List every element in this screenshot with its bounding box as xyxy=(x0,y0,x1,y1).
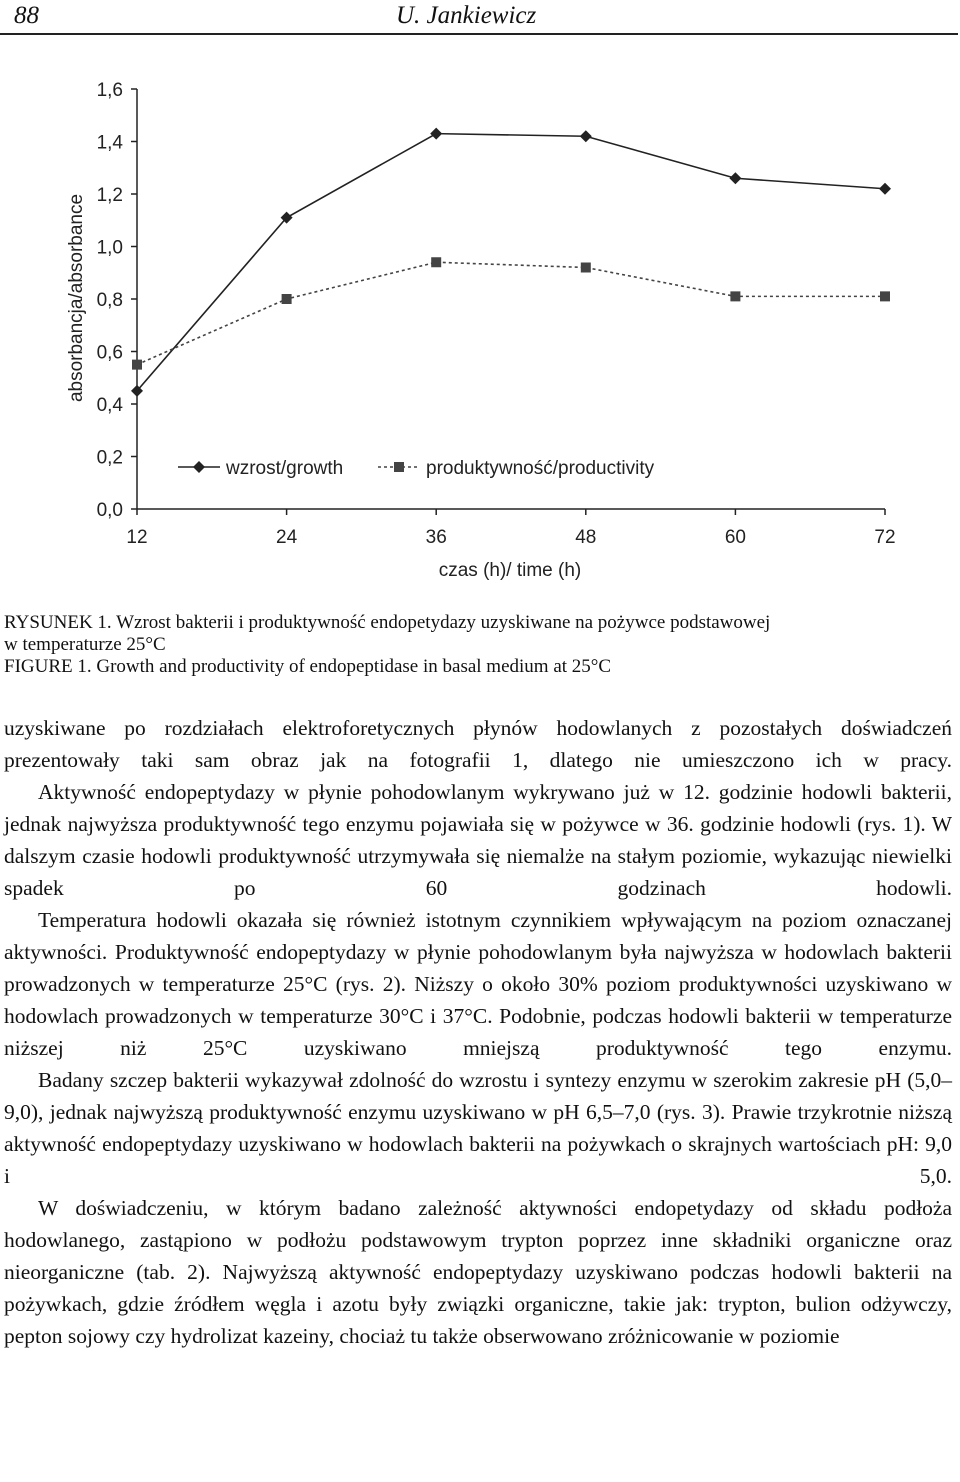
figure-caption xyxy=(4,612,956,678)
y-tick-label: 0,6 xyxy=(96,342,123,364)
productivity-point xyxy=(132,360,142,370)
legend-label-growth: wzrost/growth xyxy=(226,458,344,479)
y-axis-ticks xyxy=(97,80,137,521)
legend-marker-growth xyxy=(193,461,205,473)
running-head: U. Jankiewicz xyxy=(396,2,537,29)
body-text xyxy=(4,712,952,1352)
x-tick-label: 48 xyxy=(575,527,597,548)
growth-point xyxy=(729,172,741,184)
legend-label-productivity: produktywność/productivity xyxy=(426,458,655,479)
y-tick-label: 1,6 xyxy=(96,80,123,101)
paragraph-5: W doświadczeniu, w którym badano zależność aktywności endopetydazy od składu podłoża hodowlanego, zastąpiono w podłożu podstawowym trypton poprzez inne składniki organiczne oraz nieorganiczne (tab. 2). Najwyższą aktywność endopeptydazy uzyskiwano podczas hodowli bakterii na pożywkach, gdzie źródłem węgla i azotu były związki organiczne, takie jak: trypton, bulion odżywczy, pepton sojowy czy hydrolizat kazeiny, chociaż tu także obserwowano zróżnicowanie w poziomie xyxy=(4,1196,952,1348)
x-tick-label: 12 xyxy=(126,527,148,548)
series-markers xyxy=(131,128,891,397)
chart-legend xyxy=(178,458,655,479)
figure-1-chart xyxy=(0,40,960,600)
y-tick-label: 1,0 xyxy=(96,237,123,259)
paragraph-4: Badany szczep bakterii wykazywał zdolność do wzrostu i syntezy enzymu w szerokim zakresie pH (5,0–9,0), jednak najwyższą produktywność enzymu uzyskiwano w pH 6,5–7,0 (rys. 3). Prawie trzykrotnie niższą aktywność endopeptydazy uzyskiwano w hodowlach bakterii na pożywkach o skrajnych wartościach pH: 9,0 i 5,0. xyxy=(4,1068,952,1188)
header-rule xyxy=(0,33,958,35)
productivity-point xyxy=(730,291,740,301)
caption-line-pl-2: w temperaturze 25°C xyxy=(4,634,166,655)
x-tick-label: 60 xyxy=(724,527,746,548)
chart-axes xyxy=(137,89,885,509)
legend-marker-productivity xyxy=(394,462,404,472)
caption-line-pl-1: RYSUNEK 1. Wzrost bakterii i produktywność endopetydazy uzyskiwane na pożywce podstawowej xyxy=(4,612,771,633)
x-tick-label: 24 xyxy=(276,527,298,548)
series-lines xyxy=(137,134,885,391)
y-tick-label: 1,4 xyxy=(96,132,123,154)
productivity-point xyxy=(282,294,292,304)
x-tick-label: 72 xyxy=(874,527,896,548)
productivity-point xyxy=(581,263,591,273)
y-axis-label: absorbancja/absorbance xyxy=(66,193,87,403)
page-number: 88 xyxy=(14,2,39,29)
paragraph-3: Temperatura hodowli okazała się również istotnym czynnikiem wpływającym na poziom oznaczanej aktywności. Produktywność endopeptydazy w płynie pohodowlanym była najwyższa w hodowlach bakterii prowadzonych w temperaturze 25°C (rys. 2). Niższy o około 30% poziom produktywności uzyskiwano w hodowlach prowadzonych w temperaturze 30°C i 37°C. Podobnie, podczas hodowli bakterii w temperaturze niższej niż 25°C uzyskiwano mniejszą produktywność tego enzymu. xyxy=(4,908,952,1060)
series-line-productivity xyxy=(137,262,885,364)
y-tick-label: 1,2 xyxy=(96,185,123,206)
productivity-point xyxy=(880,291,890,301)
growth-point xyxy=(879,183,891,195)
page-header xyxy=(0,0,960,40)
y-tick-label: 0,0 xyxy=(96,500,123,521)
y-tick-label: 0,8 xyxy=(96,290,123,311)
caption-line-en: FIGURE 1. Growth and productivity of endopeptidase in basal medium at 25°C xyxy=(4,656,612,677)
paragraph-1: uzyskiwane po rozdziałach elektroforetycznych płynów hodowlanych z pozostałych doświadczeń prezentowały taki sam obraz jak na fotografii 1, dlatego nie umieszczono ich w pracy. xyxy=(4,716,952,772)
y-tick-label: 0,4 xyxy=(96,395,123,416)
paragraph-2: Aktywność endopeptydazy w płynie pohodowlanym wykrywano już w 12. godzinie hodowli bakterii, jednak najwyższa produktywność tego enzymu pojawiała się w pożywce w 36. godzinie hodowli (rys. 1). W dalszym czasie hodowli produktywność utrzymywała się niemalże na stałym poziomie, wykazując niewielki spadek po 60 godzinach hodowli. xyxy=(4,780,952,900)
growth-point xyxy=(430,128,442,140)
series-line-growth xyxy=(137,134,885,391)
y-tick-label: 0,2 xyxy=(96,447,123,469)
growth-point xyxy=(580,130,592,142)
productivity-point xyxy=(431,257,441,267)
x-axis-label: czas (h)/ time (h) xyxy=(438,560,582,581)
x-tick-label: 36 xyxy=(425,527,447,548)
x-axis-ticks xyxy=(126,509,895,548)
